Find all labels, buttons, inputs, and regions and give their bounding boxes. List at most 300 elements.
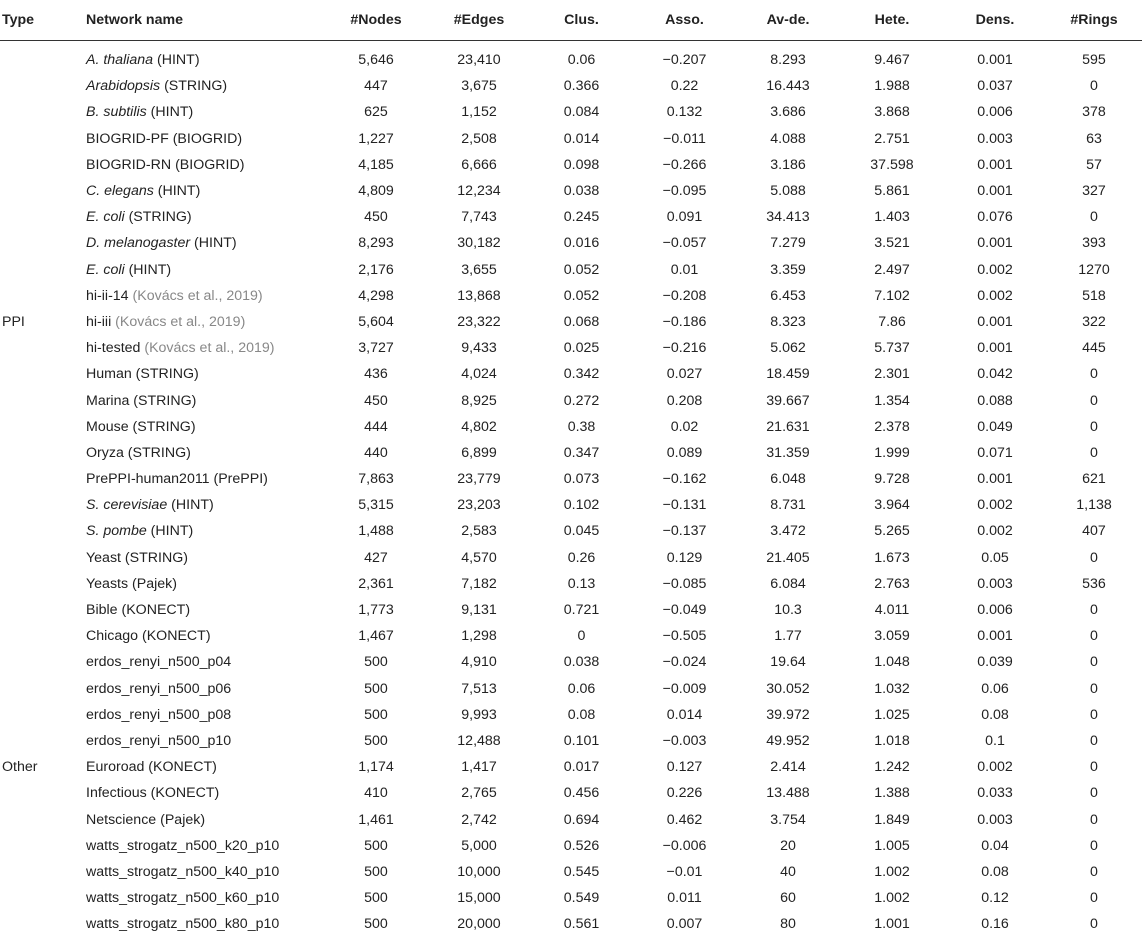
value-cell: 0.017 <box>563 759 600 776</box>
value-cell: −0.162 <box>662 471 707 488</box>
value-cell: 378 <box>1082 104 1106 121</box>
network-name: Mouse (STRING) <box>86 418 196 435</box>
value-cell: 0.08 <box>981 706 1009 723</box>
network-name: hi-ii-14 <box>86 287 133 304</box>
value-cell: 1.849 <box>874 811 910 828</box>
value-cell: 1,773 <box>358 602 394 619</box>
network-name-cell <box>84 859 324 885</box>
table-row <box>0 204 1142 230</box>
network-name: (HINT) <box>146 104 194 121</box>
value-cell: 0.462 <box>666 811 703 828</box>
value-cell: 5.265 <box>874 523 910 540</box>
value-cell: 0.014 <box>666 706 703 723</box>
value-cell: 23,203 <box>457 497 501 514</box>
value-cell: 447 <box>364 78 388 95</box>
value-cell: 500 <box>364 706 388 723</box>
value-cell: 4.088 <box>770 130 806 147</box>
value-cell: 57 <box>1086 156 1102 173</box>
network-name-cell <box>84 492 324 518</box>
value-cell: 0.001 <box>977 313 1013 330</box>
value-cell: −0.011 <box>663 130 706 147</box>
network-name-cell <box>84 911 324 937</box>
value-cell: 3.868 <box>874 104 910 121</box>
value-cell: 0.13 <box>567 575 596 592</box>
species-name: E. coli <box>86 261 125 278</box>
value-cell: 5.088 <box>770 183 806 200</box>
species-name: Arabidopsis <box>86 78 161 95</box>
value-cell: 1270 <box>1078 261 1110 278</box>
value-cell: 500 <box>364 732 388 749</box>
network-name: PrePPI-human2011 (PrePPI) <box>86 471 268 488</box>
network-name-cell <box>84 41 324 74</box>
value-cell: 0.08 <box>567 706 596 723</box>
value-cell: 1.025 <box>874 706 910 723</box>
network-name-cell <box>84 571 324 597</box>
network-name-cell <box>84 230 324 256</box>
value-cell: 0.037 <box>977 78 1013 95</box>
value-cell: 500 <box>364 680 388 697</box>
value-cell: 440 <box>364 444 388 461</box>
value-cell: 0.039 <box>977 654 1013 671</box>
value-cell: 0.049 <box>977 418 1013 435</box>
value-cell: 39.667 <box>766 392 810 409</box>
network-name: Yeasts (Pajek) <box>86 575 177 592</box>
network-name: Infectious (KONECT) <box>86 785 220 802</box>
network-name-cell <box>84 728 324 754</box>
network-name-cell <box>84 204 324 230</box>
value-cell: 0.089 <box>666 444 703 461</box>
value-cell: 0 <box>1090 418 1098 435</box>
table-row <box>0 414 1142 440</box>
value-cell: 518 <box>1082 287 1106 304</box>
value-cell: 6.453 <box>770 287 806 304</box>
value-cell: 500 <box>364 916 388 933</box>
value-cell: 1,467 <box>358 628 394 645</box>
value-cell: 0.366 <box>563 78 600 95</box>
value-cell: 0.007 <box>666 916 703 933</box>
value-cell: 7.86 <box>878 313 906 330</box>
network-name: Human (STRING) <box>86 366 199 383</box>
species-name: S. cerevisiae <box>86 497 168 514</box>
value-cell: 0 <box>1090 732 1098 749</box>
table-row <box>0 99 1142 125</box>
value-cell: 0.26 <box>567 549 596 566</box>
value-cell: 0 <box>1090 628 1098 645</box>
table-row <box>0 492 1142 518</box>
value-cell: 0.694 <box>563 811 600 828</box>
value-cell: 2,176 <box>358 261 394 278</box>
value-cell: 0.011 <box>667 890 702 907</box>
value-cell: 0 <box>1090 785 1098 802</box>
value-cell: 4.011 <box>874 602 910 619</box>
value-cell: −0.024 <box>662 654 707 671</box>
value-cell: 1.048 <box>874 654 910 671</box>
citation-link[interactable]: (Kovács et al., 2019) <box>132 287 263 304</box>
network-name-cell <box>84 806 324 832</box>
value-cell: 0 <box>1090 811 1098 828</box>
value-cell: 7,182 <box>461 575 497 592</box>
network-name: watts_strogatz_n500_k20_p10 <box>86 837 280 854</box>
value-cell: 0 <box>1090 549 1098 566</box>
value-cell: 0.456 <box>563 785 600 802</box>
network-name-cell <box>84 283 324 309</box>
value-cell: 12,488 <box>457 732 501 749</box>
value-cell: 2,361 <box>358 575 394 592</box>
value-cell: 0 <box>1090 890 1098 907</box>
network-name-cell <box>84 440 324 466</box>
network-name: Euroroad (KONECT) <box>86 759 217 776</box>
value-cell: 21.631 <box>766 418 810 435</box>
value-cell: 0.208 <box>666 392 703 409</box>
value-cell: 0.001 <box>977 628 1013 645</box>
value-cell: −0.057 <box>662 235 707 252</box>
value-cell: 16.443 <box>766 78 810 95</box>
network-name: Bible (KONECT) <box>86 602 191 619</box>
network-name: (HINT) <box>190 235 237 252</box>
value-cell: 6,899 <box>461 444 497 461</box>
value-cell: 4,910 <box>461 654 497 671</box>
value-cell: 500 <box>364 654 388 671</box>
value-cell: 6,666 <box>461 156 497 173</box>
value-cell: 2.763 <box>874 575 910 592</box>
citation-link[interactable]: (Kovács et al., 2019) <box>115 313 246 330</box>
type-cell: Other <box>2 759 38 776</box>
network-name-cell <box>84 152 324 178</box>
value-cell: 0.02 <box>670 418 699 435</box>
value-cell: 0 <box>1090 392 1098 409</box>
table-row <box>0 859 1142 885</box>
value-cell: 13.488 <box>766 785 810 802</box>
value-cell: 0.102 <box>563 497 600 514</box>
value-cell: 0 <box>1090 602 1098 619</box>
value-cell: 23,410 <box>457 52 501 69</box>
value-cell: −0.006 <box>662 837 707 854</box>
value-cell: 5.062 <box>770 340 806 357</box>
value-cell: 34.413 <box>766 209 810 226</box>
value-cell: 0.08 <box>981 863 1009 880</box>
value-cell: 8,293 <box>358 235 394 252</box>
value-cell: 0.226 <box>666 785 703 802</box>
citation-link[interactable]: (Kovács et al., 2019) <box>144 340 275 357</box>
value-cell: 0.027 <box>666 366 703 383</box>
value-cell: 8.293 <box>770 52 806 69</box>
value-cell: 1.032 <box>874 680 910 697</box>
value-cell: 0.04 <box>981 837 1009 854</box>
species-name: B. subtilis <box>86 104 147 121</box>
value-cell: −0.137 <box>662 523 707 540</box>
value-cell: 0.073 <box>563 471 600 488</box>
value-cell: 13,868 <box>457 287 501 304</box>
network-name: (HINT) <box>153 52 200 69</box>
value-cell: 6.048 <box>770 471 806 488</box>
value-cell: 0.549 <box>563 890 600 907</box>
value-cell: 3.754 <box>770 811 806 828</box>
network-name: (STRING) <box>160 78 228 95</box>
value-cell: 0.033 <box>977 785 1013 802</box>
value-cell: 3,655 <box>461 261 497 278</box>
value-cell: 1.005 <box>874 837 910 854</box>
value-cell: 6.084 <box>770 575 806 592</box>
table-row <box>0 833 1142 859</box>
value-cell: 407 <box>1082 523 1106 540</box>
network-name-cell <box>84 885 324 911</box>
value-cell: 8,925 <box>461 392 497 409</box>
value-cell: 7,743 <box>461 209 497 226</box>
value-cell: 19.64 <box>770 654 806 671</box>
network-name: Netscience (Pajek) <box>86 811 206 828</box>
value-cell: 595 <box>1082 52 1106 69</box>
value-cell: 0 <box>1090 444 1098 461</box>
value-cell: 1,227 <box>358 130 394 147</box>
network-name: (HINT) <box>153 183 201 200</box>
value-cell: 9,131 <box>461 602 497 619</box>
value-cell: 0.006 <box>977 602 1013 619</box>
network-name-cell <box>84 99 324 125</box>
value-cell: 0 <box>1090 916 1098 933</box>
species-name: S. pombe <box>86 523 147 540</box>
value-cell: 3.186 <box>770 156 806 173</box>
value-cell: 2,583 <box>461 523 497 540</box>
value-cell: 536 <box>1082 575 1106 592</box>
value-cell: −0.207 <box>662 52 707 69</box>
network-name-cell <box>84 257 324 283</box>
value-cell: 1.673 <box>874 549 910 566</box>
network-name: BIOGRID-RN (BIOGRID) <box>86 156 245 173</box>
value-cell: 0.003 <box>977 811 1013 828</box>
value-cell: 1.77 <box>774 628 802 645</box>
value-cell: 0.014 <box>563 130 600 147</box>
value-cell: 1,152 <box>461 104 497 121</box>
table-row <box>0 283 1142 309</box>
table-row <box>0 649 1142 675</box>
table-row <box>0 676 1142 702</box>
value-cell: 436 <box>364 366 388 383</box>
value-cell: 3.472 <box>770 523 806 540</box>
value-cell: 0.526 <box>563 837 600 854</box>
value-cell: 0 <box>577 628 586 645</box>
value-cell: 5,646 <box>358 52 394 69</box>
column-header: Hete. <box>840 0 944 41</box>
value-cell: 0.016 <box>563 235 600 252</box>
network-name-cell <box>84 780 324 806</box>
value-cell: 9,993 <box>461 706 497 723</box>
network-name-cell <box>84 414 324 440</box>
table-row <box>0 623 1142 649</box>
value-cell: 1,488 <box>358 523 394 540</box>
network-name-cell <box>84 178 324 204</box>
table-row <box>0 597 1142 623</box>
value-cell: 500 <box>364 863 388 880</box>
table-body <box>0 41 1142 938</box>
table-row <box>0 41 1142 74</box>
network-name: erdos_renyi_n500_p04 <box>86 654 232 671</box>
network-name-cell <box>84 545 324 571</box>
value-cell: 1.999 <box>874 444 910 461</box>
value-cell: 1,174 <box>358 759 394 776</box>
network-name-cell <box>84 335 324 361</box>
value-cell: 15,000 <box>457 890 501 907</box>
value-cell: −0.049 <box>662 602 707 619</box>
value-cell: 4,298 <box>358 287 394 304</box>
value-cell: 0.001 <box>977 52 1013 69</box>
column-header: Clus. <box>530 0 633 41</box>
value-cell: 410 <box>364 785 388 802</box>
value-cell: 8.731 <box>770 497 806 514</box>
table-row <box>0 178 1142 204</box>
column-header: Type <box>0 0 84 41</box>
value-cell: 0.06 <box>567 52 596 69</box>
network-name: (HINT) <box>167 497 214 514</box>
value-cell: 0 <box>1090 654 1098 671</box>
table-row <box>0 780 1142 806</box>
table-row <box>0 571 1142 597</box>
value-cell: 23,779 <box>457 471 501 488</box>
value-cell: 0.347 <box>563 444 600 461</box>
network-name: watts_strogatz_n500_k40_p10 <box>86 863 280 880</box>
value-cell: 63 <box>1086 130 1102 147</box>
table-row <box>0 885 1142 911</box>
value-cell: 3,675 <box>461 78 497 95</box>
value-cell: 0.003 <box>977 130 1013 147</box>
value-cell: 427 <box>364 549 388 566</box>
species-name: E. coli <box>86 209 125 226</box>
network-name-cell <box>84 466 324 492</box>
value-cell: 1,298 <box>461 628 497 645</box>
value-cell: 30.052 <box>766 680 810 697</box>
value-cell: 0.052 <box>563 261 600 278</box>
value-cell: 1,138 <box>1076 497 1112 514</box>
value-cell: 0.129 <box>666 549 703 566</box>
table-row <box>0 73 1142 99</box>
value-cell: 450 <box>364 209 388 226</box>
type-cell: PPI <box>2 313 25 330</box>
value-cell: 0.001 <box>977 235 1013 252</box>
value-cell: 4,185 <box>358 156 394 173</box>
network-name: Chicago (KONECT) <box>86 628 211 645</box>
value-cell: −0.208 <box>662 287 707 304</box>
value-cell: 0.38 <box>567 418 596 435</box>
value-cell: 445 <box>1082 340 1106 357</box>
value-cell: 2.497 <box>874 261 910 278</box>
table-header <box>0 0 1142 41</box>
value-cell: 327 <box>1082 183 1106 200</box>
value-cell: 9.467 <box>874 52 910 69</box>
value-cell: 625 <box>364 104 388 121</box>
network-name: BIOGRID-PF (BIOGRID) <box>86 130 243 147</box>
value-cell: 0.06 <box>567 680 596 697</box>
value-cell: 5,000 <box>461 837 497 854</box>
network-name-cell <box>84 73 324 99</box>
value-cell: 0 <box>1090 366 1098 383</box>
table-row <box>0 806 1142 832</box>
value-cell: 7,513 <box>461 680 497 697</box>
value-cell: 0.16 <box>981 916 1009 933</box>
value-cell: 5.861 <box>874 183 910 200</box>
column-header: Dens. <box>944 0 1046 41</box>
value-cell: 9,433 <box>461 340 497 357</box>
value-cell: 0.06 <box>981 680 1009 697</box>
value-cell: 0.05 <box>981 549 1009 566</box>
value-cell: 0.132 <box>666 104 703 121</box>
header-row <box>0 0 1142 41</box>
value-cell: 0.038 <box>563 654 600 671</box>
column-header: #Rings <box>1046 0 1142 41</box>
value-cell: 18.459 <box>766 366 810 383</box>
network-name: erdos_renyi_n500_p10 <box>86 732 232 749</box>
value-cell: 0.001 <box>977 183 1013 200</box>
value-cell: 0.071 <box>977 444 1013 461</box>
species-name: D. melanogaster <box>86 235 191 252</box>
value-cell: 0.001 <box>977 471 1013 488</box>
value-cell: 0.01 <box>670 261 699 278</box>
value-cell: 0.1 <box>985 732 1005 749</box>
network-name-cell <box>84 649 324 675</box>
value-cell: 0.002 <box>977 261 1013 278</box>
value-cell: 10.3 <box>774 602 802 619</box>
column-header: #Nodes <box>324 0 428 41</box>
value-cell: 0 <box>1090 706 1098 723</box>
value-cell: 0 <box>1090 837 1098 854</box>
network-name: (HINT) <box>146 523 194 540</box>
value-cell: 1.403 <box>874 209 910 226</box>
value-cell: −0.095 <box>662 183 707 200</box>
value-cell: 5.737 <box>874 340 910 357</box>
value-cell: 1.242 <box>874 759 910 776</box>
network-name: erdos_renyi_n500_p06 <box>86 680 232 697</box>
network-name: hi-tested <box>86 340 145 357</box>
table-row <box>0 257 1142 283</box>
value-cell: −0.009 <box>662 680 707 697</box>
table-row <box>0 754 1142 780</box>
value-cell: −0.131 <box>662 497 707 514</box>
value-cell: 0 <box>1090 863 1098 880</box>
value-cell: 20 <box>780 837 796 854</box>
value-cell: 4,024 <box>461 366 497 383</box>
network-name: Oryza (STRING) <box>86 444 191 461</box>
network-name-cell <box>84 676 324 702</box>
value-cell: 0.038 <box>563 183 600 200</box>
value-cell: 0.042 <box>977 366 1013 383</box>
value-cell: 3.686 <box>770 104 806 121</box>
value-cell: 7.279 <box>770 235 806 252</box>
network-name-cell <box>84 126 324 152</box>
network-name: Yeast (STRING) <box>86 549 188 566</box>
value-cell: 2,742 <box>461 811 497 828</box>
value-cell: 3.521 <box>874 235 910 252</box>
value-cell: −0.003 <box>662 732 707 749</box>
value-cell: 20,000 <box>457 916 501 933</box>
value-cell: −0.085 <box>662 575 707 592</box>
value-cell: 450 <box>364 392 388 409</box>
value-cell: 1.354 <box>874 392 910 409</box>
value-cell: 0.084 <box>563 104 600 121</box>
value-cell: 31.359 <box>766 444 810 461</box>
value-cell: −0.186 <box>662 313 707 330</box>
table-row <box>0 466 1142 492</box>
value-cell: 3.059 <box>874 628 910 645</box>
value-cell: 3.964 <box>874 497 910 514</box>
value-cell: 37.598 <box>870 156 914 173</box>
value-cell: 0.052 <box>563 287 600 304</box>
value-cell: 500 <box>364 837 388 854</box>
network-name: erdos_renyi_n500_p08 <box>86 706 232 723</box>
column-header: #Edges <box>428 0 530 41</box>
value-cell: 5,604 <box>358 313 394 330</box>
network-name: watts_strogatz_n500_k60_p10 <box>86 890 280 907</box>
network-name-cell <box>84 754 324 780</box>
value-cell: 4,802 <box>461 418 497 435</box>
value-cell: 0.098 <box>563 156 600 173</box>
